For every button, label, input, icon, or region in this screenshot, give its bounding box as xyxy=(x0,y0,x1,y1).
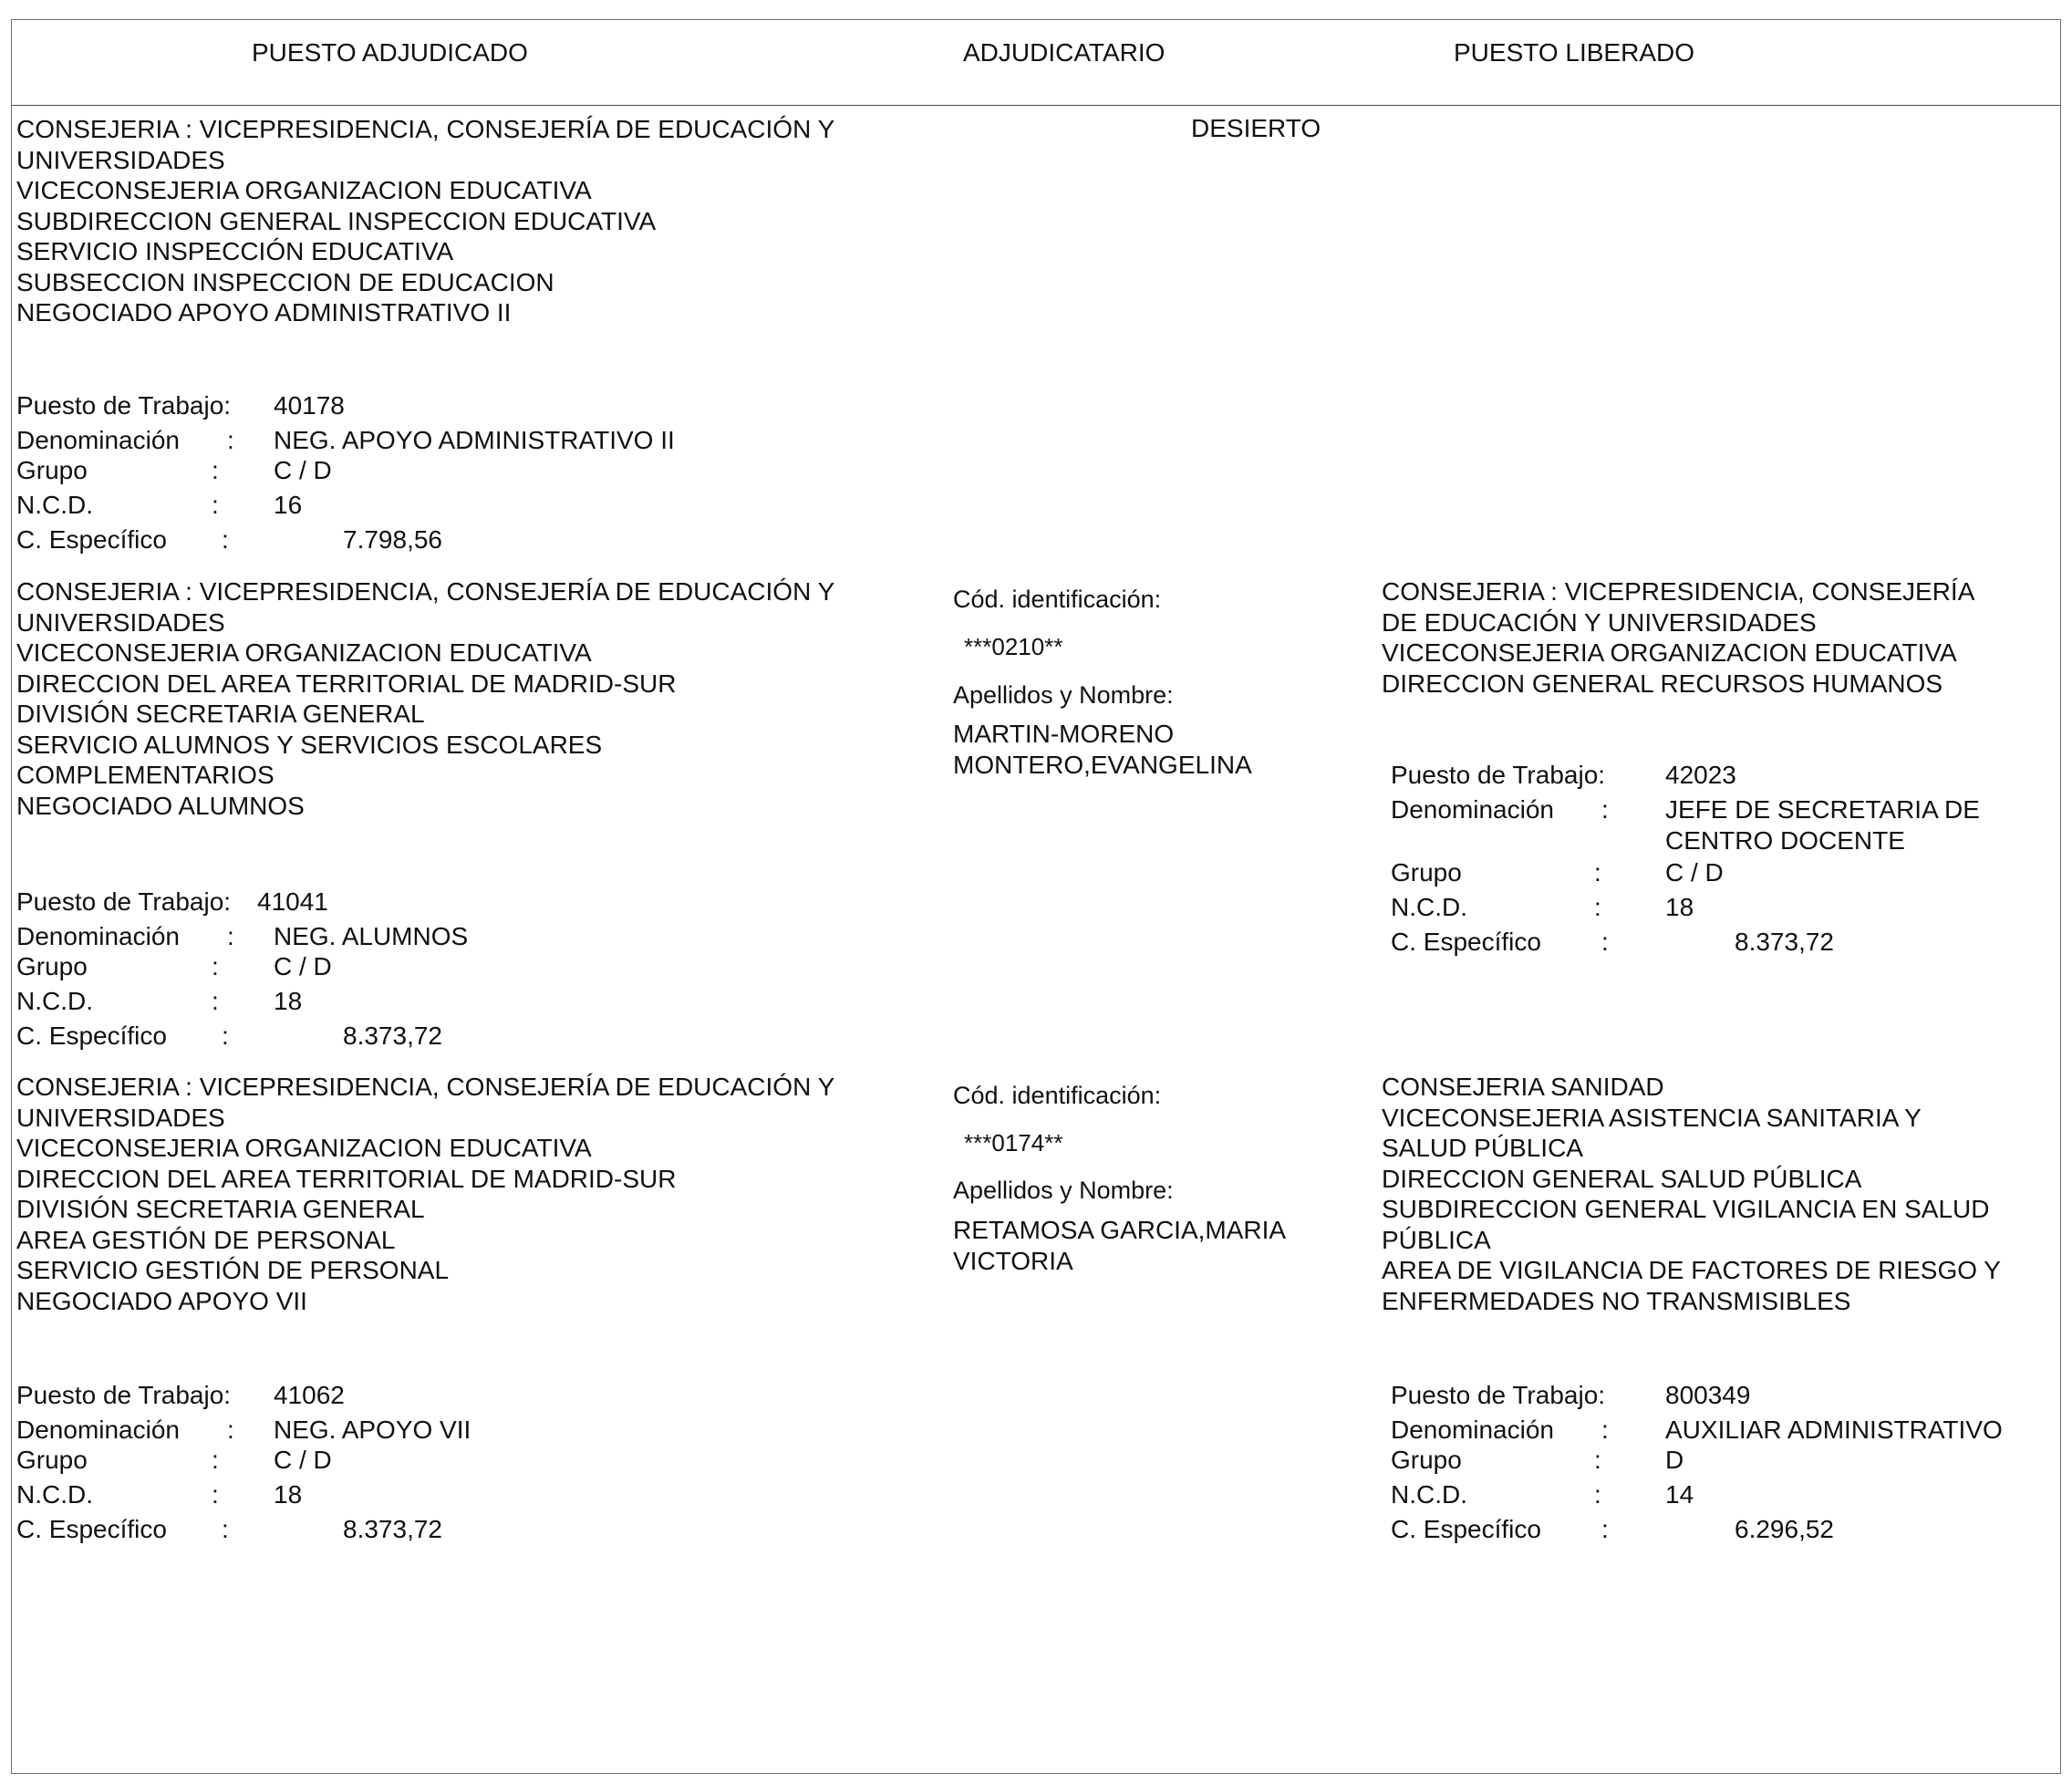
org-line: SUBDIRECCION GENERAL VIGILANCIA EN SALUD xyxy=(1382,1195,1990,1223)
label-grupo: Grupo xyxy=(1391,1446,1462,1474)
org-line: SALUD PÚBLICA xyxy=(1382,1134,1583,1162)
org-line: UNIVERSIDADES xyxy=(16,145,225,174)
org-line: CONSEJERIA : VICEPRESIDENCIA, CONSEJERÍA xyxy=(1382,577,1975,606)
colon: : xyxy=(212,491,219,519)
org-line: VICECONSEJERIA ASISTENCIA SANITARIA Y xyxy=(1382,1103,1922,1132)
org-line: NEGOCIADO APOYO ADMINISTRATIVO II xyxy=(16,298,512,327)
header-puesto-adjudicado: PUESTO ADJUDICADO xyxy=(252,38,528,67)
colon: : xyxy=(1601,1416,1609,1444)
label-cod-identificacion: Cód. identificación: xyxy=(953,1082,1162,1109)
colon: : xyxy=(227,426,234,454)
nombre-line: VICTORIA xyxy=(953,1246,1073,1275)
header-divider xyxy=(11,105,2061,106)
label-grupo: Grupo xyxy=(16,952,88,980)
colon: : xyxy=(1594,1446,1601,1474)
label-grupo: Grupo xyxy=(16,456,88,484)
label-puesto-de-trabajo: Puesto de Trabajo: xyxy=(16,391,232,420)
nombre-line: RETAMOSA GARCIA,MARIA xyxy=(953,1216,1287,1244)
org-line: SERVICIO INSPECCIÓN EDUCATIVA xyxy=(16,237,454,265)
value-nombre xyxy=(953,719,1252,780)
org-line: DIVISIÓN SECRETARIA GENERAL xyxy=(16,700,425,728)
label-c-especifico: C. Específico xyxy=(16,1022,167,1050)
label-denominacion: Denominación xyxy=(1391,795,1554,824)
org-line: DIRECCION DEL AREA TERRITORIAL DE MADRID-SUR xyxy=(16,1164,677,1193)
value-denominacion: NEG. APOYO ADMINISTRATIVO II xyxy=(274,426,675,454)
label-puesto-de-trabajo: Puesto de Trabajo: xyxy=(16,887,232,916)
org-line: VICECONSEJERIA ORGANIZACION EDUCATIVA xyxy=(16,176,592,204)
org-line: SERVICIO ALUMNOS Y SERVICIOS ESCOLARES xyxy=(16,730,603,759)
org-line: DE EDUCACIÓN Y UNIVERSIDADES xyxy=(1382,607,1817,637)
org-line: DIRECCION DEL AREA TERRITORIAL DE MADRID-SUR xyxy=(16,669,677,698)
value-puesto: 41041 xyxy=(257,887,328,916)
colon: : xyxy=(212,1480,219,1509)
org-line: DIVISIÓN SECRETARIA GENERAL xyxy=(16,1195,425,1223)
nombre-line: MONTERO,EVANGELINA xyxy=(953,750,1252,779)
label-puesto-de-trabajo: Puesto de Trabajo: xyxy=(16,1381,232,1409)
label-apellidos-nombre: Apellidos y Nombre: xyxy=(953,681,1174,709)
value-ncd: 18 xyxy=(274,987,303,1015)
value-c-especifico: 8.373,72 xyxy=(1735,928,1834,956)
colon: : xyxy=(1594,1480,1601,1509)
liberado-org xyxy=(1382,576,1974,699)
row1-adjudicado-org xyxy=(16,114,834,328)
colon: : xyxy=(212,987,219,1015)
denominacion-line: CENTRO DOCENTE xyxy=(1665,826,1905,855)
denominacion-line: JEFE DE SECRETARIA DE xyxy=(1665,795,1980,824)
colon: : xyxy=(222,1022,229,1050)
value-ncd: 18 xyxy=(1665,893,1694,921)
value-c-especifico: 7.798,56 xyxy=(343,525,442,554)
label-denominacion: Denominación xyxy=(16,922,180,950)
label-ncd: N.C.D. xyxy=(16,1480,93,1509)
org-line: SUBDIRECCION GENERAL INSPECCION EDUCATIVA xyxy=(16,206,657,235)
label-ncd: N.C.D. xyxy=(1391,893,1467,921)
value-puesto: 42023 xyxy=(1665,761,1736,789)
colon: : xyxy=(222,525,229,554)
org-line: SUBSECCION INSPECCION DE EDUCACION xyxy=(16,267,554,296)
value-denominacion xyxy=(1665,794,1980,856)
value-cod-identificacion: ***0174** xyxy=(964,1129,1063,1156)
nombre-line: MARTIN-MORENO xyxy=(953,720,1175,748)
org-line: NEGOCIADO ALUMNOS xyxy=(16,791,305,820)
row1-desierto: DESIERTO xyxy=(1191,114,1321,142)
colon: : xyxy=(212,1446,219,1474)
colon: : xyxy=(227,922,234,950)
label-c-especifico: C. Específico xyxy=(16,1515,167,1543)
colon: : xyxy=(212,456,219,484)
org-line: AREA DE VIGILANCIA DE FACTORES DE RIESGO Y xyxy=(1382,1256,2001,1284)
colon: : xyxy=(1601,1515,1609,1543)
value-puesto: 800349 xyxy=(1665,1381,1751,1409)
colon: : xyxy=(1594,858,1601,887)
value-ncd: 14 xyxy=(1665,1480,1694,1509)
value-c-especifico: 8.373,72 xyxy=(343,1022,442,1050)
org-line: DIRECCION GENERAL SALUD PÚBLICA xyxy=(1382,1164,1862,1193)
value-grupo: C / D xyxy=(274,456,332,484)
label-puesto-de-trabajo: Puesto de Trabajo: xyxy=(1391,1381,1606,1409)
org-line: VICECONSEJERIA ORGANIZACION EDUCATIVA xyxy=(16,638,592,667)
label-puesto-de-trabajo: Puesto de Trabajo: xyxy=(1391,761,1606,789)
label-grupo: Grupo xyxy=(1391,858,1462,887)
label-c-especifico: C. Específico xyxy=(1391,928,1541,956)
value-ncd: 16 xyxy=(274,491,303,519)
value-puesto: 41062 xyxy=(274,1381,345,1409)
value-denominacion: AUXILIAR ADMINISTRATIVO xyxy=(1665,1416,2003,1444)
label-ncd: N.C.D. xyxy=(16,491,93,519)
org-line: VICECONSEJERIA ORGANIZACION EDUCATIVA xyxy=(1382,638,1957,667)
label-cod-identificacion: Cód. identificación: xyxy=(953,586,1162,613)
colon: : xyxy=(1601,795,1609,824)
value-grupo: C / D xyxy=(274,952,332,980)
value-puesto: 40178 xyxy=(274,391,345,420)
org-line: AREA GESTIÓN DE PERSONAL xyxy=(16,1225,396,1254)
colon: : xyxy=(212,952,219,980)
org-line: ENFERMEDADES NO TRANSMISIBLES xyxy=(1382,1286,1851,1315)
value-ncd: 18 xyxy=(274,1480,303,1509)
liberado-org xyxy=(1382,1072,2001,1316)
value-denominacion: NEG. APOYO VII xyxy=(274,1416,471,1444)
org-line: NEGOCIADO APOYO VII xyxy=(16,1286,307,1315)
row2-adjudicado-org xyxy=(16,576,834,821)
org-line: DIRECCION GENERAL RECURSOS HUMANOS xyxy=(1382,669,1943,698)
value-nombre xyxy=(953,1215,1286,1276)
label-denominacion: Denominación xyxy=(16,426,180,454)
org-line: VICECONSEJERIA ORGANIZACION EDUCATIVA xyxy=(16,1134,592,1162)
label-ncd: N.C.D. xyxy=(16,987,93,1015)
row3-adjudicado-org xyxy=(16,1072,834,1316)
org-line: CONSEJERIA : VICEPRESIDENCIA, CONSEJERÍA DE EDUCACIÓN Y xyxy=(16,1073,835,1101)
colon: : xyxy=(227,1416,234,1444)
label-denominacion: Denominación xyxy=(16,1416,180,1444)
colon: : xyxy=(1601,928,1609,956)
org-line: UNIVERSIDADES xyxy=(16,607,225,637)
value-denominacion: NEG. ALUMNOS xyxy=(274,922,469,950)
org-line: CONSEJERIA SANIDAD xyxy=(1382,1073,1664,1101)
label-ncd: N.C.D. xyxy=(1391,1480,1467,1509)
value-grupo: D xyxy=(1665,1446,1684,1474)
label-c-especifico: C. Específico xyxy=(1391,1515,1541,1543)
org-line: CONSEJERIA : VICEPRESIDENCIA, CONSEJERÍA DE EDUCACIÓN Y xyxy=(16,577,835,606)
value-grupo: C / D xyxy=(274,1446,332,1474)
value-c-especifico: 6.296,52 xyxy=(1735,1515,1834,1543)
value-grupo: C / D xyxy=(1665,858,1724,887)
label-c-especifico: C. Específico xyxy=(16,525,167,554)
value-c-especifico: 8.373,72 xyxy=(343,1515,442,1543)
org-line: UNIVERSIDADES xyxy=(16,1103,225,1132)
colon: : xyxy=(222,1515,229,1543)
header-adjudicatario: ADJUDICATARIO xyxy=(963,38,1166,67)
label-denominacion: Denominación xyxy=(1391,1416,1554,1444)
org-line: COMPLEMENTARIOS xyxy=(16,761,275,789)
org-line: SERVICIO GESTIÓN DE PERSONAL xyxy=(16,1256,450,1284)
value-cod-identificacion: ***0210** xyxy=(964,633,1063,660)
org-line: PÚBLICA xyxy=(1382,1225,1491,1254)
label-apellidos-nombre: Apellidos y Nombre: xyxy=(953,1177,1174,1204)
label-grupo: Grupo xyxy=(16,1446,88,1474)
header-puesto-liberado: PUESTO LIBERADO xyxy=(1454,38,1695,67)
colon: : xyxy=(1594,893,1601,921)
org-line: CONSEJERIA : VICEPRESIDENCIA, CONSEJERÍA DE EDUCACIÓN Y xyxy=(16,115,835,143)
